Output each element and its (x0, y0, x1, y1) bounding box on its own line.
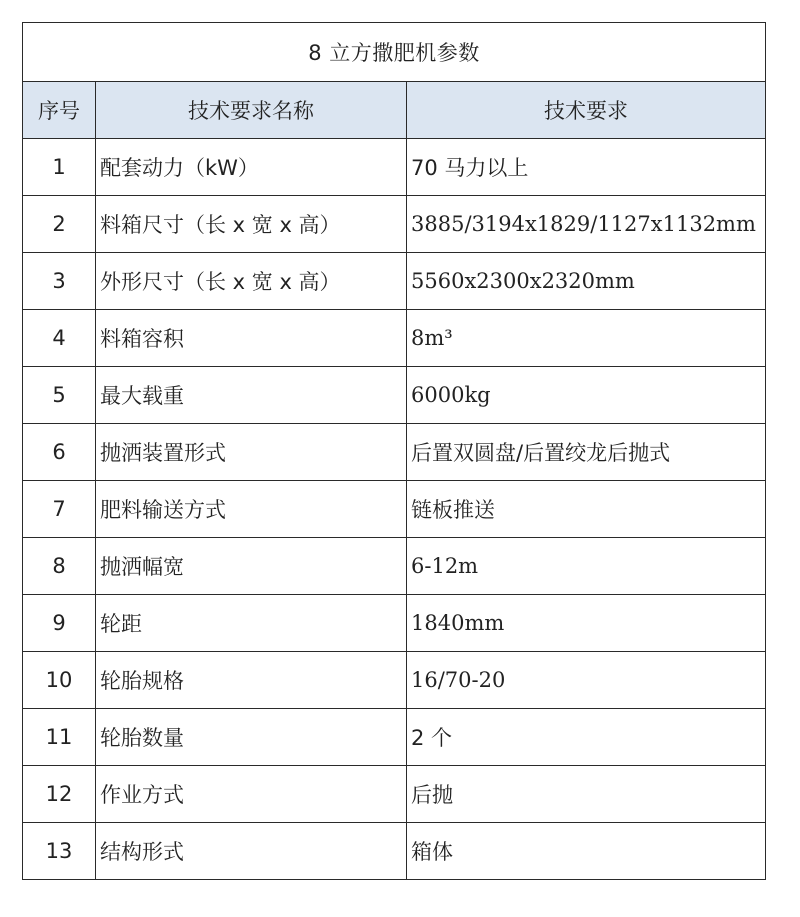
row-name: 最大载重 (96, 367, 407, 424)
table-row (23, 709, 766, 766)
table-row (23, 766, 766, 823)
table-title: 8 立方撒肥机参数 (23, 23, 766, 82)
row-requirement: 16/70-20 (407, 652, 766, 709)
row-no: 4 (23, 310, 96, 367)
row-name: 作业方式 (96, 766, 407, 823)
table-row (23, 538, 766, 595)
row-name: 配套动力（kW） (96, 139, 407, 196)
row-requirement: 2 个 (407, 709, 766, 766)
row-name: 料箱尺寸（长 x 宽 x 高） (96, 196, 407, 253)
row-no: 11 (23, 709, 96, 766)
row-no: 5 (23, 367, 96, 424)
spec-table (22, 22, 766, 880)
row-requirement: 8m³ (407, 310, 766, 367)
row-requirement: 1840mm (407, 595, 766, 652)
row-requirement: 6-12m (407, 538, 766, 595)
table-row (23, 823, 766, 880)
row-no: 9 (23, 595, 96, 652)
row-no: 10 (23, 652, 96, 709)
header-no: 序号 (23, 82, 96, 139)
table-row (23, 481, 766, 538)
row-requirement: 箱体 (407, 823, 766, 880)
row-no: 7 (23, 481, 96, 538)
row-no: 13 (23, 823, 96, 880)
row-requirement: 5560x2300x2320mm (407, 253, 766, 310)
row-requirement: 后置双圆盘/后置绞龙后抛式 (407, 424, 766, 481)
row-name: 料箱容积 (96, 310, 407, 367)
row-name: 轮胎数量 (96, 709, 407, 766)
header-requirement: 技术要求 (407, 82, 766, 139)
header-name: 技术要求名称 (96, 82, 407, 139)
row-requirement: 3885/3194x1829/1127x1132mm (407, 196, 766, 253)
row-name: 肥料输送方式 (96, 481, 407, 538)
table-row (23, 424, 766, 481)
title-row (23, 23, 766, 82)
row-requirement: 6000kg (407, 367, 766, 424)
row-requirement: 后抛 (407, 766, 766, 823)
row-requirement: 链板推送 (407, 481, 766, 538)
table-row (23, 253, 766, 310)
table-row (23, 196, 766, 253)
row-name: 结构形式 (96, 823, 407, 880)
row-name: 抛洒幅宽 (96, 538, 407, 595)
table-row (23, 652, 766, 709)
row-name: 抛洒装置形式 (96, 424, 407, 481)
table-row (23, 595, 766, 652)
header-row (23, 82, 766, 139)
row-no: 3 (23, 253, 96, 310)
row-requirement: 70 马力以上 (407, 139, 766, 196)
row-name: 外形尺寸（长 x 宽 x 高） (96, 253, 407, 310)
row-no: 8 (23, 538, 96, 595)
row-name: 轮距 (96, 595, 407, 652)
table-row (23, 367, 766, 424)
row-no: 12 (23, 766, 96, 823)
row-no: 2 (23, 196, 96, 253)
row-name: 轮胎规格 (96, 652, 407, 709)
table-row (23, 310, 766, 367)
row-no: 6 (23, 424, 96, 481)
row-no: 1 (23, 139, 96, 196)
table-row (23, 139, 766, 196)
